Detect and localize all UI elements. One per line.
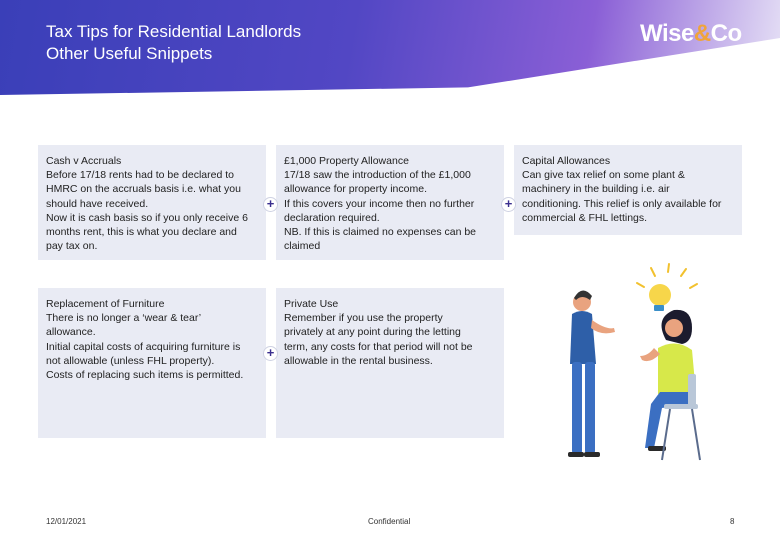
card-line: commercial & FHL lettings. [522, 211, 648, 224]
card-heading: Replacement of Furniture [46, 298, 165, 310]
page-title [46, 21, 301, 65]
plus-icon: + [501, 197, 516, 212]
card-line: conditioning. This relief is only available for [522, 197, 722, 210]
card-line: term, any costs for that period will not be [284, 340, 473, 353]
card-heading: £1,000 Property Allowance [284, 155, 409, 167]
card-line: Can give tax relief on some plant & [522, 169, 685, 182]
card-line: Now it is cash basis so if you only receive 6 [46, 211, 248, 224]
card-line: months rent, this is what you declare and [46, 226, 237, 239]
logo-ampersand: & [693, 20, 711, 47]
card-line: HMRC on the accruals basis i.e. what you [46, 183, 241, 196]
card-line: allowable in the rental business. [284, 354, 433, 367]
card-heading: Capital Allowances [522, 155, 611, 167]
page-number: 8 [730, 517, 735, 526]
card-cash-v-accruals [38, 145, 266, 260]
card-capital-allowances [514, 145, 742, 235]
card-line: declaration required. [284, 211, 380, 224]
card-line: Costs of replacing such items is permitted. [46, 369, 244, 382]
card-line: Before 17/18 rents had to be declared to [46, 169, 234, 182]
logo-end: Co [710, 20, 742, 47]
card-line: not allowable (unless FHL property). [46, 354, 215, 367]
plus-icon: + [263, 197, 278, 212]
title-line-1: Tax Tips for Residential Landlords [46, 22, 302, 41]
card-line: privately at any point during the letting [284, 326, 461, 339]
card-line: Remember if you use the property [284, 312, 443, 325]
card-line: machinery in the building i.e. air [522, 183, 670, 196]
lightbulb-icon [649, 284, 671, 306]
card-line: claimed [284, 240, 321, 253]
card-line: NB. If this is claimed no expenses can be [284, 226, 477, 239]
card-heading: Private Use [284, 298, 339, 310]
card-line: 17/18 saw the introduction of the £1,000 [284, 169, 471, 182]
card-line: should have received. [46, 197, 149, 210]
people-idea-illustration [540, 262, 730, 477]
logo-main: Wise [640, 20, 694, 47]
card-line: Initial capital costs of acquiring furniture is [46, 340, 241, 353]
card-line: There is no longer a ‘wear & tear’ [46, 312, 202, 325]
title-line-2: Other Useful Snippets [46, 44, 213, 63]
footer-date: 12/01/2021 [46, 517, 87, 526]
card-replacement-furniture [38, 288, 266, 438]
card-line: If this covers your income then no further [284, 197, 475, 210]
card-property-allowance [276, 145, 504, 260]
footer-classification: Confidential [368, 517, 411, 526]
card-line: allowance. [46, 326, 96, 339]
card-line: pay tax on. [46, 240, 98, 253]
card-heading: Cash v Accruals [46, 155, 122, 167]
plus-icon: + [263, 346, 278, 361]
card-private-use [276, 288, 504, 438]
card-line: allowance for property income. [284, 183, 427, 196]
wiseco-logo [640, 20, 742, 48]
